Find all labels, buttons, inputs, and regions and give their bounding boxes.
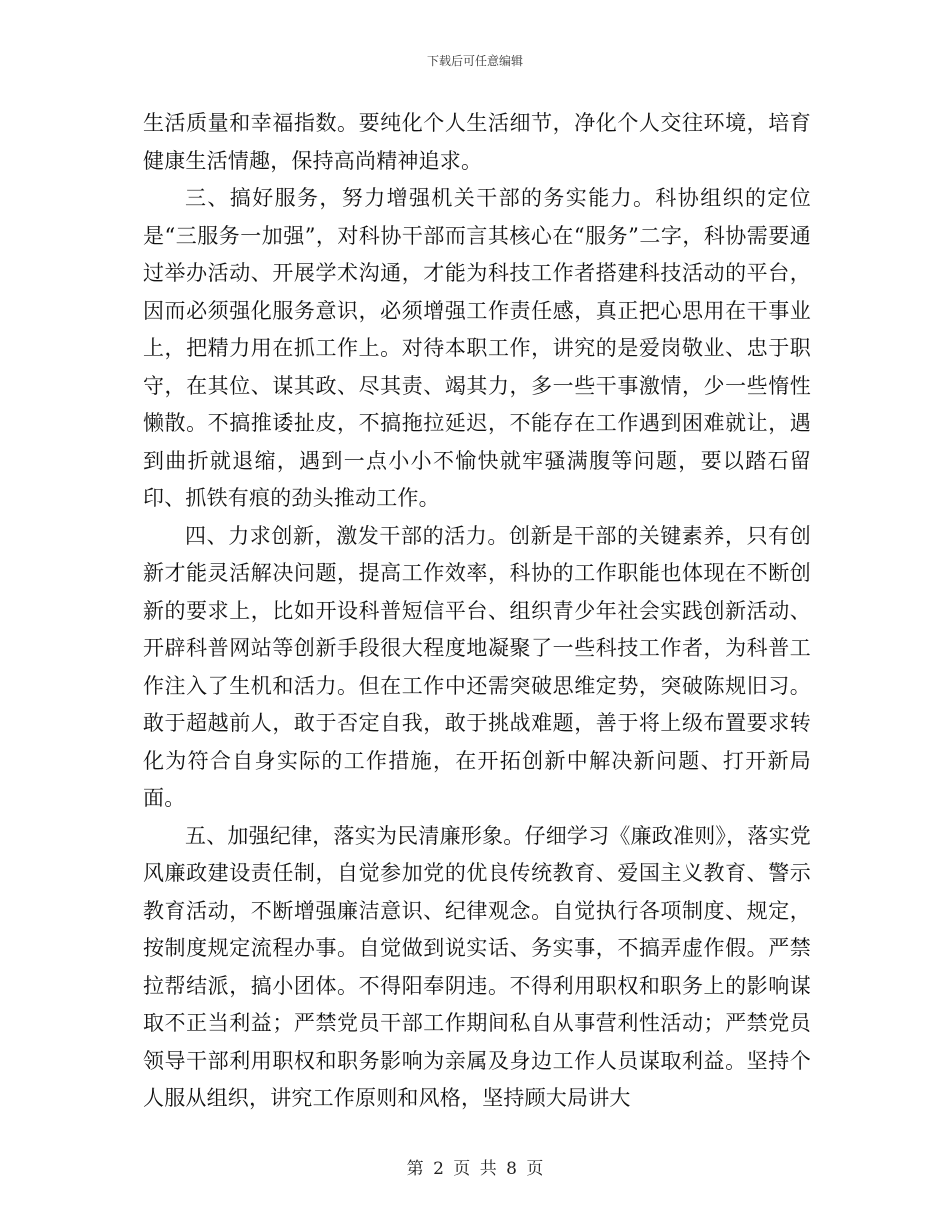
page-header: 下载后可任意编辑 — [426, 54, 523, 68]
document-body — [143, 105, 811, 1118]
page-number: 第 2 页 共 8 页 — [406, 1159, 544, 1179]
paragraph-continuation: 生活质量和幸福指数。要纯化个人生活细节，净化个人交往环境，培育健康生活情趣，保持高尚精神追求。 — [143, 111, 811, 173]
paragraph-section-5: 五、加强纪律，落实为民清廉形象。仔细学习《廉政准则》，落实党风廉政建设责任制，自觉参加党的优良传统教育、爱国主义教育、警示教育活动，不断增强廉洁意识、纪律观念。自觉执行各项制度、规定，按制度规定流程办事。自觉做到说实话、务实事，不搞弄虚作假。严禁拉帮结派，搞小团体。不得阳奉阴违。不得利用职权和职务上的影响谋取不正当利益；严禁党员干部工作期间私自从事营利性活动；严禁党员领导干部利用职权和职务影响为亲属及身边工作人员谋取利益。坚持个人服从组织，讲究工作原则和风格，坚持顾大局讲大 — [143, 823, 811, 1110]
paragraph-section-4: 四、力求创新，激发干部的活力。创新是干部的关键素养，只有创新才能灵活解决问题，提高工作效率，科协的工作职能也体现在不断创新的要求上，比如开设科普短信平台、组织青少年社会实践创新活动、开辟科普网站等创新手段很大程度地凝聚了一些科技工作者，为科普工作注入了生机和活力。但在工作中还需突破思维定势，突破陈规旧习。敢于超越前人，敢于否定自我，敢于挑战难题，善于将上级布置要求转化为符合自身实际的工作措施，在开拓创新中解决新问题、打开新局面。 — [143, 523, 811, 810]
paragraph-section-3: 三、搞好服务，努力增强机关干部的务实能力。科协组织的定位是“三服务一加强”，对科协干部而言其核心在“服务”二字，科协需要通过举办活动、开展学术沟通，才能为科技工作者搭建科技活动的平台，因而必须强化服务意识，必须增强工作责任感，真正把心思用在干事业上，把精力用在抓工作上。对待本职工作，讲究的是爱岗敬业、忠于职守，在其位、谋其政、尽其责、竭其力，多一些干事激情，少一些惰性懒散。不搞推诿扯皮，不搞拖拉延迟，不能存在工作遇到困难就让，遇到曲折就退缩，遇到一点小小不愉快就牢骚满腹等问题，要以踏石留印、抓铁有痕的劲头推动工作。 — [143, 186, 811, 510]
